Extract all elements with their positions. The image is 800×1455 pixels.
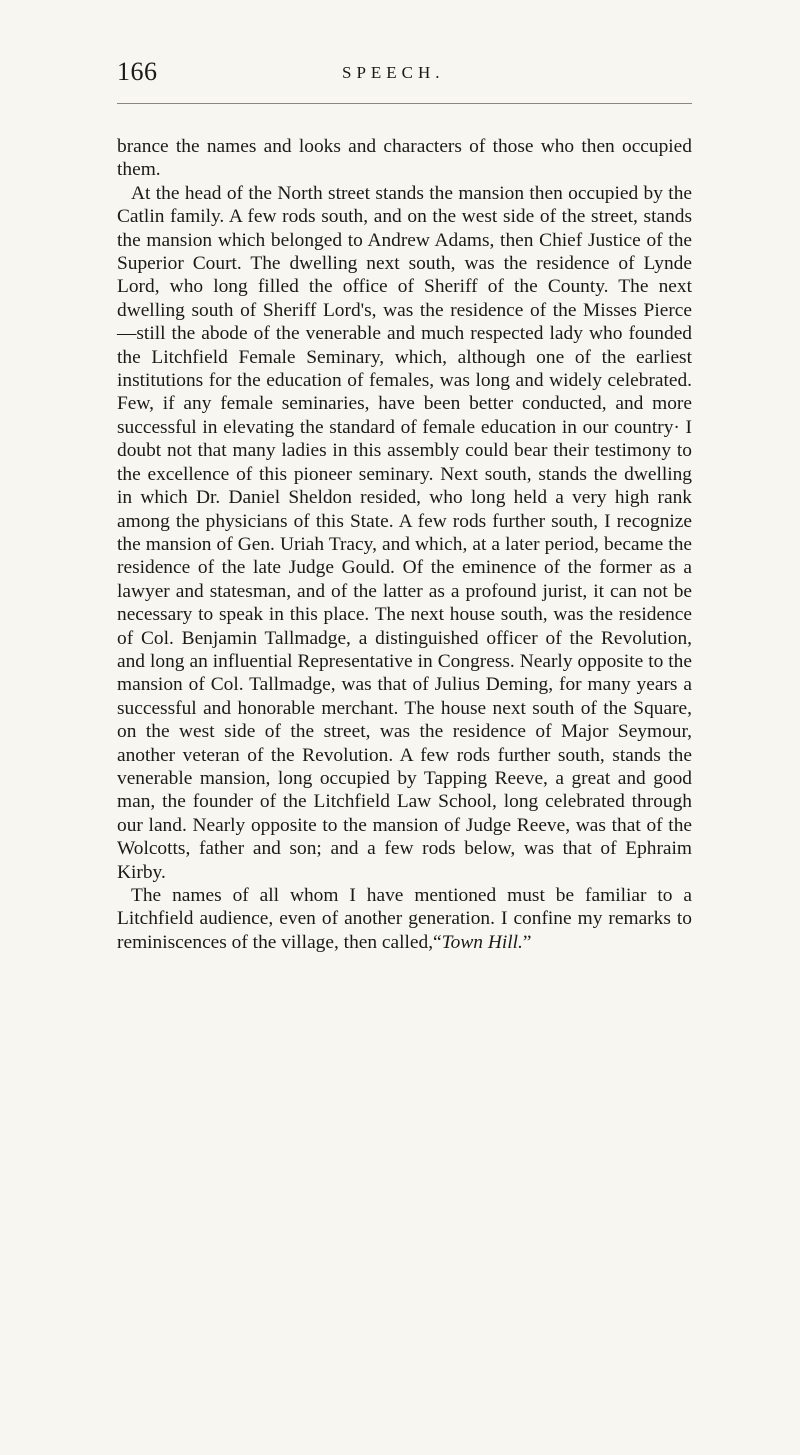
running-head: SPEECH. bbox=[342, 63, 445, 82]
town-hill-phrase: Town Hill. bbox=[441, 931, 523, 953]
page-number: 166 bbox=[117, 57, 158, 86]
header-rule bbox=[117, 103, 692, 104]
paragraph-mansions: At the head of the North street stands the mansion then occupied by the Catlin family. A few rods south, and on the west side of the street, stands the mansion which belonged to Andrew Adams, then Chief Justice of the Superior Court. The dwelling next south, was the residence of Lynde Lord, who long filled the office of Sheriff of the County. The next dwelling south of Sheriff Lord's, was the residence of the Misses Pierce—still the abode of the venerable and much respected lady who founded the Litchfield Female Seminary, which, although one of the earliest institutions for the education of females, was long and widely celebrated. Few, if any female seminaries, have been better conducted, and more successful in elevating the standard of female education in our country· I doubt not that many ladies in this assembly could bear their testimony to the excellence of this pioneer seminary. Next south, stands the dwelling in which Dr. Daniel Sheldon resided, who long held a very high rank among the physicians of this State. A few rods further south, I recognize the mansion of Gen. Uriah Tracy, and which, at a later period, became the residence of the late Judge Gould. Of the eminence of the former as a lawyer and statesman, and of the latter as a profound jurist, it can not be necessary to speak in this place. The next house south, was the residence of Col. Benjamin Tallmadge, a distinguished officer of the Revolution, and long an influential Representative in Congress. Nearly opposite to the mansion of Col. Tallmadge, was that of Julius Deming, for many years a successful and honorable merchant. The house next south of the Square, on the west side of the street, was the residence of Major Seymour, another veteran of the Revolution. A few rods further south, stands the venerable mansion, long occupied by Tapping Reeve, a great and good man, the founder of the Litchfield Law School, long celebrated through our land. Nearly opposite to the mansion of Judge Reeve, was that of the Wolcotts, father and son; and a few rods below, was that of Ephraim Kirby. bbox=[117, 182, 692, 883]
closing-sentence: The names of all whom I have mentioned must be familiar to a Litchfield audience, even of another generation. I confine my remarks to reminiscences of the village, then called, bbox=[117, 885, 692, 953]
paragraph-continuation: brance the names and looks and characters of those who then occupied them. bbox=[117, 136, 692, 181]
open-quote: “ bbox=[433, 931, 442, 953]
body-text bbox=[117, 135, 692, 954]
paragraph-closing bbox=[117, 884, 692, 954]
close-quote: ” bbox=[522, 931, 532, 953]
